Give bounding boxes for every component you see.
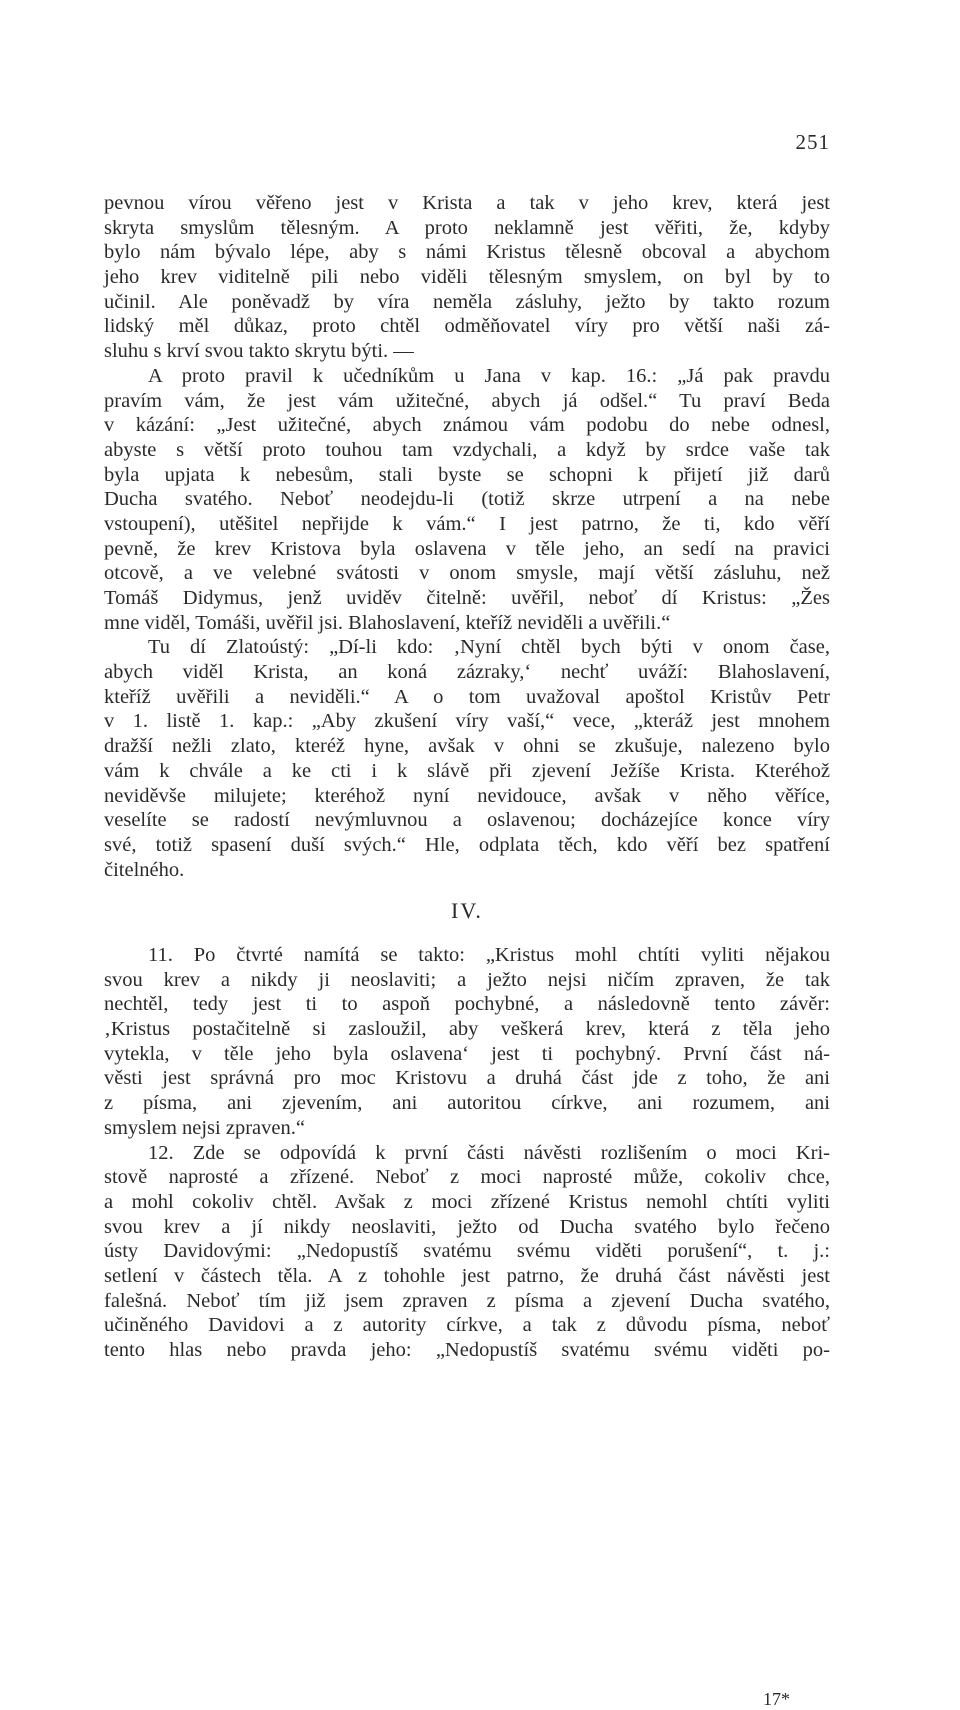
text-line: smyslem nejsi zpraven.“	[104, 1116, 305, 1139]
text-line: lidský měl důkaz, proto chtěl odměňovatel víry pro větší naši zá-	[104, 315, 830, 338]
text-line: věsti jest správná pro moc Kristovu a druhá část jde z toho, že ani	[104, 1067, 830, 1090]
text-line: svou krev a nikdy ji neoslaviti; a ježto nejsi ničím zpraven, že tak	[104, 968, 830, 991]
text-line: abych viděl Krista, an koná zázraky,‘ nechť uváží: Blahoslavení,	[104, 661, 830, 684]
body-text-block-2	[104, 943, 830, 1363]
text-line: A proto pravil k učedníkům u Jana v kap. 16.: „Já pak pravdu	[148, 364, 830, 387]
printer-signature-mark: 17*	[763, 1689, 790, 1709]
text-line: veselíte se radostí nevýmluvnou a oslavenou; docházejíce konce víry	[104, 809, 830, 832]
text-line: Tomáš Didymus, jenž uviděv čitelně: uvěřil, neboť dí Kristus: „Žes	[104, 587, 830, 609]
text-line: skryta smyslům tělesným. A proto neklamně jest věřiti, že, kdyby	[104, 216, 830, 239]
text-line: abyste s větší proto touhou tam vzdychali, a když by srdce vaše tak	[104, 438, 830, 461]
text-line: bylo nám bývalo lépe, aby s námi Kristus tělesně obcoval a abychom	[104, 241, 830, 264]
text-line: své, totiž spasení duší svých.“ Hle, odplata těch, kdo věří bez spatření	[104, 833, 830, 856]
text-line: byla upjata k nebesům, stali byste se schopni k přijetí již darů	[104, 463, 830, 486]
text-line: kteříž uvěřili a neviděli.“ A o tom uvažoval apoštol Kristův Petr	[104, 685, 830, 708]
text-line: pravím vám, že jest vám užitečné, abych já odšel.“ Tu praví Beda	[104, 389, 830, 412]
text-line: sluhu s krví svou takto skrytu býti. —	[104, 340, 414, 363]
text-line: učinil. Ale poněvadž by víra neměla zásluhy, ježto by takto rozum	[104, 290, 830, 313]
text-line: 12. Zde se odpovídá k první části návěsti rozlišením o moci Kri-	[148, 1141, 830, 1164]
text-line: setlení v částech těla. A z tohohle jest patrno, že druhá část návěsti jest	[104, 1264, 830, 1287]
text-line: stově naprosté a zřízené. Neboť z moci naprosté může, cokoliv chce,	[104, 1166, 830, 1189]
text-line: falešná. Neboť tím již jsem zpraven z písma a zjevení Ducha svatého,	[104, 1289, 830, 1312]
text-line: dražší nežli zlato, kteréž hyne, avšak v ohni se zkušuje, nalezeno bylo	[104, 735, 830, 758]
text-line: otcově, a ve velebné svátosti v onom smysle, mají větší zásluhu, než	[104, 562, 830, 585]
text-line: čitelného.	[104, 858, 185, 881]
body-text-block-1	[104, 191, 830, 882]
text-line: tento hlas nebo pravda jeho: „Nedopustíš svatému svému viděti po-	[104, 1339, 830, 1361]
text-line: nechtěl, tedy jest ti to aspoň pochybné, a následovně tento závěr:	[104, 993, 830, 1016]
text-line: mne viděl, Tomáši, uvěřil jsi. Blahoslavení, kteříž neviděli a uvěřili.“	[104, 611, 671, 634]
text-line: pevně, že krev Kristova byla oslavena v těle jeho, an sedí na pravici	[104, 537, 830, 560]
text-line: 11. Po čtvrté namítá se takto: „Kristus mohl chtíti vyliti nějakou	[148, 944, 830, 966]
text-line: z písma, ani zjevením, ani autoritou církve, ani rozumem, ani	[104, 1092, 830, 1115]
text-line: neviděvše milujete; kteréhož nyní nevidouce, avšak v něho věříce,	[104, 784, 830, 807]
text-line: ústy Davidovými: „Nedopustíš svatému svému viděti porušení“, t. j.:	[104, 1240, 830, 1263]
text-line: svou krev a jí nikdy neoslaviti, ježto od Ducha svatého bylo řečeno	[104, 1215, 830, 1238]
text-line: učiněného Davidovi a z autority církve, a tak z důvodu písma, neboť	[104, 1314, 830, 1337]
text-line: jeho krev viditelně pili nebo viděli tělesným smyslem, on byl by to	[104, 266, 830, 289]
text-line: ‚Kristus postačitelně si zasloužil, aby veškerá krev, která z těla jeho	[104, 1018, 830, 1041]
text-line: v 1. listě 1. kap.: „Aby zkušení víry vaší,“ vece, „kteráž jest mnohem	[104, 710, 830, 733]
text-line: vstoupení), utěšitel nepřijde k vám.“ I jest patrno, že ti, kdo věří	[104, 512, 830, 535]
text-line: a mohl cokoliv chtěl. Avšak z moci zřízené Kristus nemohl chtíti vyliti	[104, 1190, 830, 1213]
text-line: Tu dí Zlatoústý: „Dí-li kdo: ‚Nyní chtěl bych býti v onom čase,	[148, 636, 830, 659]
text-line: Ducha svatého. Neboť neodejdu-li (totiž skrze utrpení a na nebe	[104, 488, 830, 511]
text-line: pevnou vírou věřeno jest v Krista a tak v jeho krev, která jest	[104, 192, 830, 214]
text-line: vytekla, v těle jeho byla oslavena‘ jest ti pochybný. První část ná-	[104, 1042, 830, 1065]
page-number: 251	[795, 130, 830, 154]
section-heading: IV.	[451, 898, 483, 923]
text-line: vám k chvále a ke cti i k slávě při zjevení Ježíše Krista. Kteréhož	[104, 759, 830, 782]
text-line: v kázání: „Jest užitečné, abych známou vám podobu do nebe odnesl,	[104, 414, 830, 437]
